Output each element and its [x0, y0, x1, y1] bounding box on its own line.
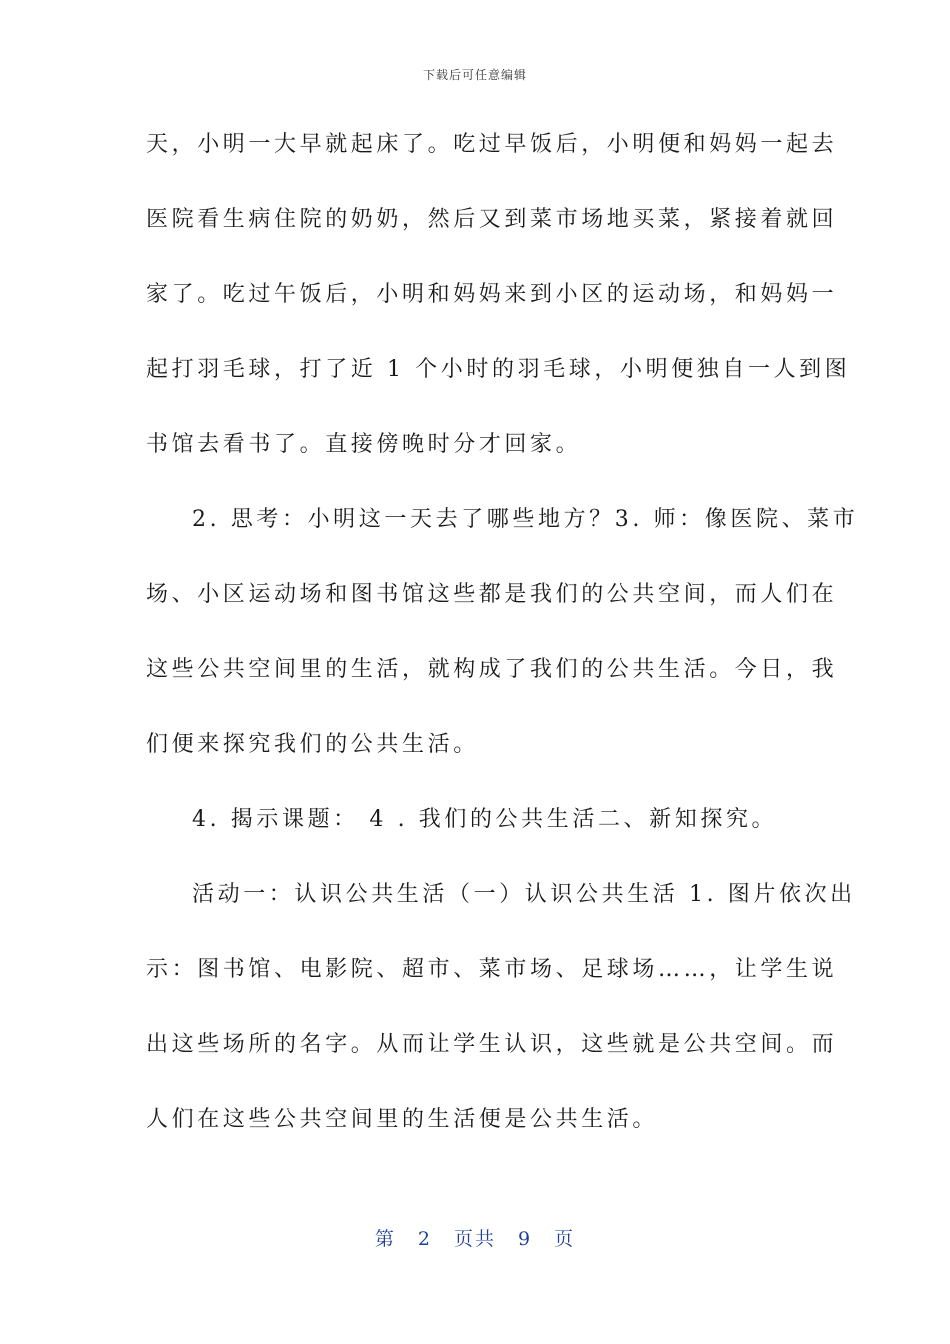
- text-line: 4. 揭示课题： 4 . 我们的公共生活二、新知探究。: [192, 807, 778, 832]
- page-header: 下载后可任意编辑: [422, 68, 527, 82]
- text-line: 2. 思考：小明这一天去了哪些地方？3. 师：像医院、菜市: [192, 507, 859, 532]
- text-line: 医院看生病住院的奶奶，然后又到菜市场地买菜，紧接着就回: [146, 207, 838, 232]
- text-line: 们便来探究我们的公共生活。: [146, 732, 479, 757]
- text-line: 出这些场所的名字。从而让学生认识，这些就是公共空间。而: [146, 1032, 838, 1057]
- footer-middle: 页共: [453, 1228, 496, 1250]
- text-line: 场、小区运动场和图书馆这些都是我们的公共空间，而人们在: [146, 582, 838, 607]
- page-number-footer: [0, 1224, 950, 1251]
- text-line: 活动一：认识公共生活（一）认识公共生活 1. 图片依次出: [192, 882, 856, 907]
- footer-suffix: 页: [554, 1228, 576, 1250]
- text-line: 家了。吃过午饭后，小明和妈妈来到小区的运动场，和妈妈一: [146, 282, 838, 307]
- footer-prefix: 第: [374, 1228, 396, 1250]
- text-line: 天，小明一大早就起床了。吃过早饭后，小明便和妈妈一起去: [146, 132, 838, 157]
- document-body: [146, 120, 859, 1170]
- total-pages-number: 9: [518, 1228, 533, 1250]
- text-line: 这些公共空间里的生活，就构成了我们的公共生活。今日，我: [146, 657, 838, 682]
- text-line: 起打羽毛球，打了近 1 个小时的羽毛球，小明便独自一人到图: [146, 357, 851, 382]
- text-line: 书馆去看书了。直接傍晚时分才回家。: [146, 432, 582, 457]
- text-line: 示：图书馆、电影院、超市、菜市场、足球场……，让学生说: [146, 957, 838, 982]
- current-page-number: 2: [417, 1228, 432, 1250]
- text-line: 人们在这些公共空间里的生活便是公共生活。: [146, 1107, 659, 1132]
